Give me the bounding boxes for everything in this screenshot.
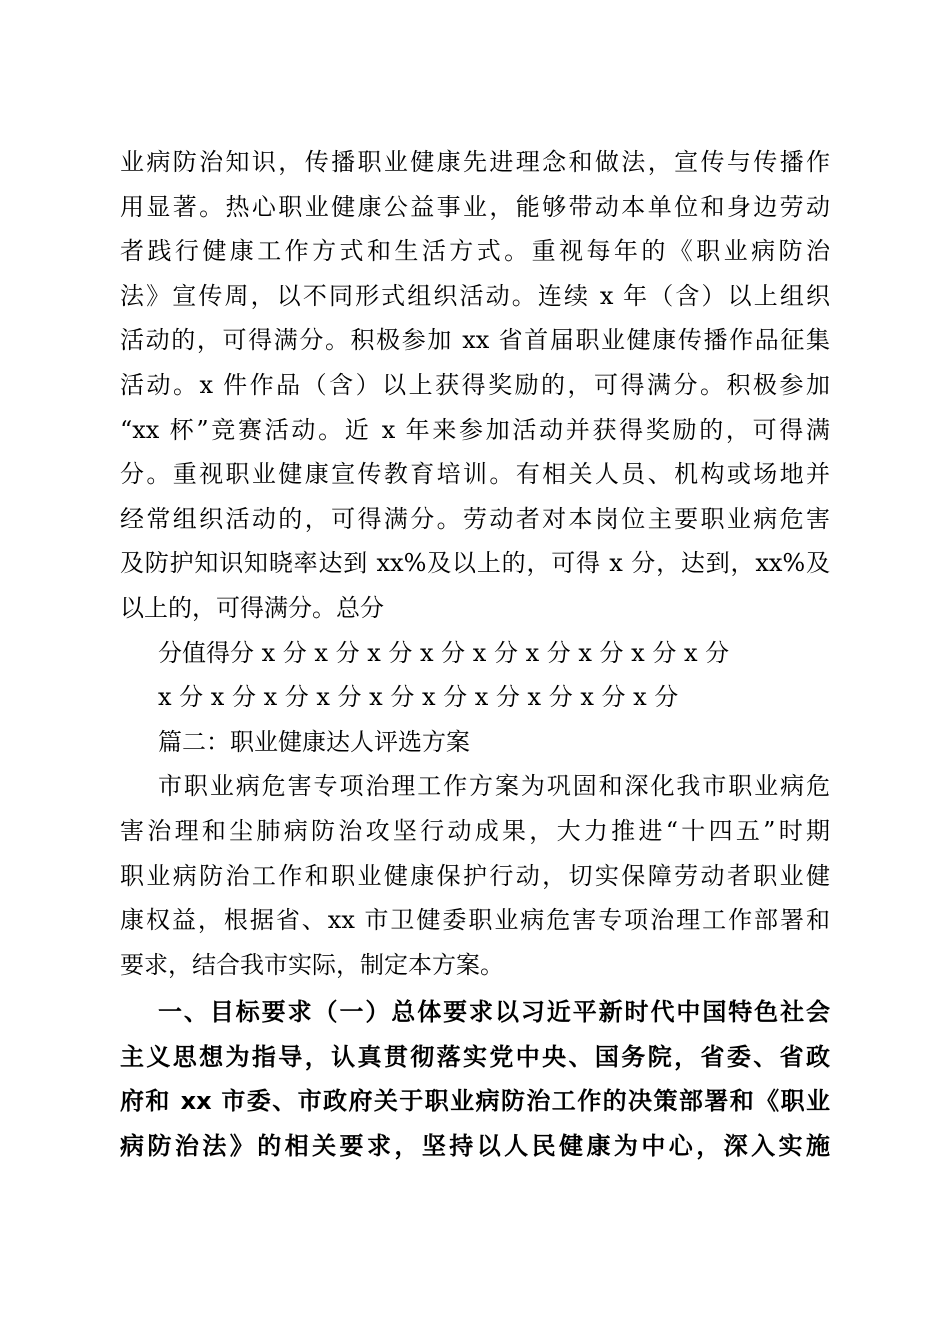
score-line: x 分 x 分 x 分 x 分 x 分 x 分 x 分 x 分 x 分 x 分	[158, 683, 679, 712]
text-line: 经常组织活动的，可得满分。劳动者对本岗位主要职业病危害	[120, 504, 830, 533]
text-line: 分。重视职业健康宣传教育培训。有相关人员、机构或场地并	[120, 460, 830, 489]
text-line: “xx 杯”竞赛活动。近 x 年来参加活动并获得奖励的，可得满	[120, 415, 830, 444]
text-line: 要求，结合我市实际，制定本方案。	[120, 950, 504, 979]
section-title: 篇二：职业健康达人评选方案	[158, 727, 470, 756]
text-line: 业病防治知识，传播职业健康先进理念和做法，宣传与传播作	[120, 148, 830, 176]
text-line: 活动。x 件作品（含）以上获得奖励的，可得满分。积极参加	[120, 370, 830, 399]
text-line: 用显著。热心职业健康公益事业，能够带动本单位和身边劳动	[120, 192, 830, 221]
score-line: 分值得分 x 分 x 分 x 分 x 分 x 分 x 分 x 分 x 分 x 分	[158, 638, 730, 667]
text-line: 职业病防治工作和职业健康保护行动，切实保障劳动者职业健	[120, 861, 830, 890]
text-line: 法》宣传周，以不同形式组织活动。连续 x 年（含）以上组织	[120, 281, 830, 310]
paragraph-body-3	[120, 990, 830, 1168]
text-line: 及防护知识知晓率达到 xx%及以上的，可得 x 分，达到，xx%及	[120, 549, 830, 578]
text-line: 活动的，可得满分。积极参加 xx 省首届职业健康传播作品征集	[120, 326, 830, 355]
text-line: 康权益，根据省、xx 市卫健委职业病危害专项治理工作部署和	[120, 906, 830, 935]
text-line: 市职业病危害专项治理工作方案为巩固和深化我市职业病危	[158, 772, 830, 801]
text-line: 病防治法》的相关要求，坚持以人民健康为中心，深入实施	[120, 1131, 830, 1160]
text-line: 一、目标要求（一）总体要求以习近平新时代中国特色社会	[158, 998, 830, 1026]
text-line: 者践行健康工作方式和生活方式。重视每年的《职业病防治	[120, 237, 830, 266]
text-line: 害治理和尘肺病防治攻坚行动成果，大力推进“十四五”时期	[120, 816, 830, 845]
text-line: 以上的，可得满分。总分	[120, 593, 384, 622]
text-line: 主义思想为指导，认真贯彻落实党中央、国务院，省委、省政	[120, 1042, 830, 1071]
text-line: 府和 xx 市委、市政府关于职业病防治工作的决策部署和《职业	[120, 1087, 830, 1115]
paragraph-body-1	[120, 140, 830, 987]
